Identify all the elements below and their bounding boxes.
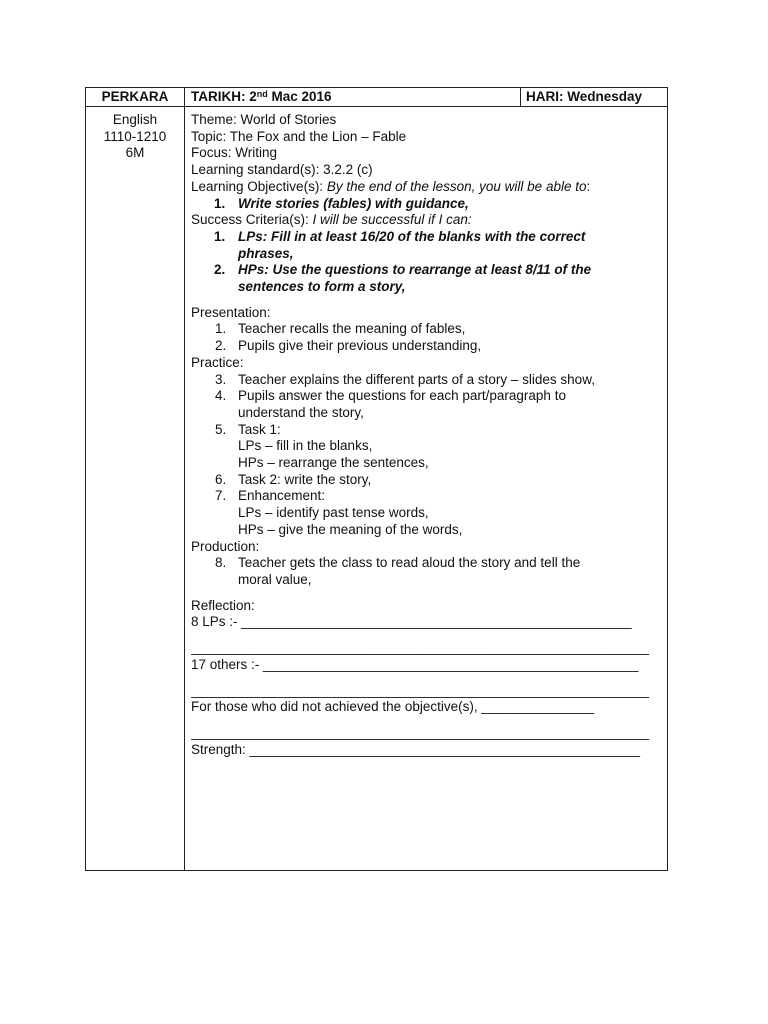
criteria-list: [191, 229, 661, 296]
criteria-text-line2: phrases,: [238, 245, 294, 261]
criteria-number: 1.: [214, 228, 226, 244]
step-subline: HPs – rearrange the sentences,: [238, 455, 429, 471]
criteria-item: [191, 229, 661, 262]
step-item: [191, 321, 661, 338]
step-item: [191, 555, 661, 588]
tarikh-label: TARIKH: 2: [191, 89, 257, 104]
step-number: 5.: [215, 421, 227, 437]
step-text: Teacher explains the different parts of a story – slides show,: [238, 371, 595, 387]
subject-class: 6M: [125, 145, 145, 160]
step-subline: LPs – fill in the blanks,: [238, 438, 373, 454]
objective-line: [191, 179, 661, 196]
reflection-lp-line: 8 LPs :- ____________________________________________________: [191, 614, 632, 630]
step-number: 7.: [215, 488, 227, 504]
step-text: Pupils give their previous understanding,: [238, 338, 482, 354]
reflection-strength-line: Strength: ____________________________________________________: [191, 741, 640, 757]
step-text: Task 1:: [238, 421, 281, 437]
step-subline: HPs – give the meaning of the words,: [238, 521, 463, 537]
objective-label: Learning Objective(s):: [191, 178, 327, 194]
tarikh-cell: [185, 88, 521, 107]
step-subline: LPs – identify past tense words,: [238, 505, 429, 521]
criteria-text-line1: LPs: Fill in at least 16/20 of the blanks with the correct: [238, 228, 586, 244]
step-item: [191, 488, 661, 538]
objective-colon: :: [586, 178, 591, 194]
criteria-text-line1: HPs: Use the questions to rearrange at least 8/11 of the: [238, 262, 592, 278]
production-steps: [191, 555, 661, 588]
reflection-lp-blank: _____________________________________________________________: [191, 640, 649, 656]
subject-name: English: [112, 112, 158, 127]
criteria-text-line2: sentences to form a story,: [238, 279, 406, 295]
tarikh-date: Mac 2016: [267, 89, 332, 104]
practice-steps: [191, 372, 661, 539]
step-text-cont: moral value,: [238, 571, 312, 587]
lesson-plan-table: [85, 87, 668, 871]
subject-time: 1110-1210: [103, 128, 167, 144]
standard-line: Learning standard(s): 3.2.2 (c): [191, 162, 373, 178]
header-row: [86, 88, 668, 107]
step-text: Teacher gets the class to read aloud the story and tell the: [238, 555, 581, 571]
hari-cell: [521, 88, 668, 107]
tarikh-superscript: nd: [256, 89, 268, 99]
step-item: [191, 338, 661, 355]
step-text-cont: understand the story,: [238, 404, 364, 420]
step-text: Enhancement:: [238, 488, 326, 504]
reflection-notachieved-blank: _____________________________________________________________: [191, 724, 649, 740]
step-number: 6.: [215, 471, 227, 487]
step-number: 1.: [215, 321, 227, 337]
step-number: 8.: [215, 555, 227, 571]
presentation-heading: Presentation:: [191, 304, 271, 320]
hari-label: HARI: Wednesday: [526, 89, 643, 104]
criteria-text: I will be successful if I can:: [312, 212, 472, 228]
criteria-item: [191, 262, 661, 295]
reflection-others-line: 17 others :- __________________________________________________: [191, 656, 639, 672]
step-item: [191, 372, 661, 389]
objective-item: [191, 196, 661, 213]
focus-line: Focus: Writing: [191, 145, 278, 161]
content-row: [86, 107, 668, 871]
objective-number: 1.: [214, 195, 226, 211]
criteria-label: Success Criteria(s):: [191, 212, 313, 228]
reflection-notachieved-line: For those who did not achieved the objective(s), _______________: [191, 699, 595, 715]
reflection-others-blank: _____________________________________________________________: [191, 682, 649, 698]
step-text: Task 2: write the story,: [238, 471, 372, 487]
step-number: 2.: [215, 338, 227, 354]
topic-line: Topic: The Fox and the Lion – Fable: [191, 128, 407, 144]
step-item: [191, 422, 661, 472]
subject-cell: [86, 107, 185, 871]
criteria-line: [191, 212, 661, 229]
presentation-steps: [191, 321, 661, 354]
objective-text: By the end of the lesson, you will be able to: [326, 178, 587, 194]
step-item: [191, 388, 661, 421]
lesson-details-cell: [185, 107, 668, 871]
step-number: 3.: [215, 371, 227, 387]
step-text: Pupils answer the questions for each part/paragraph to: [238, 388, 566, 404]
step-item: [191, 472, 661, 489]
criteria-number: 2.: [214, 262, 226, 278]
production-heading: Production:: [191, 538, 260, 554]
practice-heading: Practice:: [191, 354, 244, 370]
perkara-cell: [86, 88, 185, 107]
step-number: 4.: [215, 388, 227, 404]
objective-list: [191, 196, 661, 213]
objective-item-text: Write stories (fables) with guidance,: [238, 195, 469, 211]
step-text: Teacher recalls the meaning of fables,: [238, 321, 466, 337]
theme-line: Theme: World of Stories: [191, 112, 337, 127]
reflection-heading: Reflection:: [191, 597, 255, 613]
perkara-label: PERKARA: [101, 89, 169, 104]
